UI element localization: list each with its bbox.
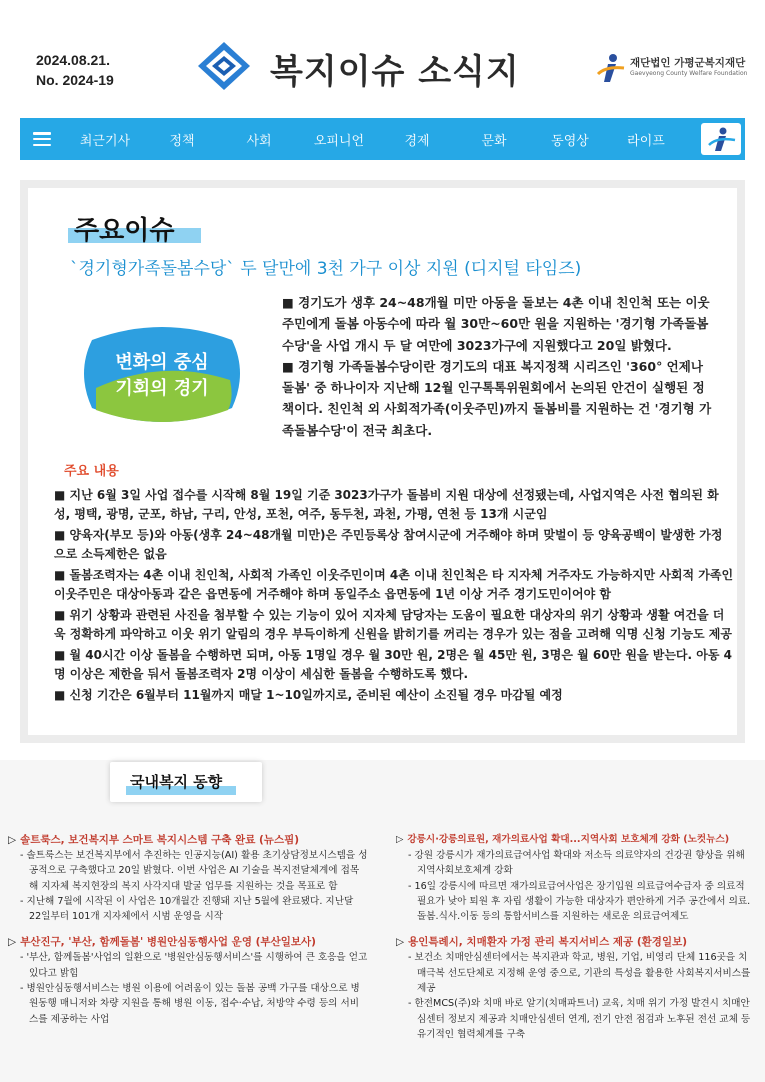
masthead: [0, 0, 765, 115]
badge-line-2: 기회의 경기: [115, 378, 209, 399]
article-body: [8, 950, 368, 1026]
newsletter-title: 복지이슈 소식지: [270, 52, 520, 92]
article: [8, 832, 368, 924]
article-title-text: 부산진구, '부산, 함께돌봄' 병원안심동행사업 운영 (부산일보사): [20, 936, 316, 949]
key-point: ■ 위기 상황과 관련된 사진을 첨부할 수 있는 기능이 있어 지자체 담당자는 도움이 필요한 대상자의 위기 상황과 생활 여건을 더욱 정확하게 파악하고 이웃 위기 알림의 경우 부득이하게 신원을 밝히기를 꺼리는 경우가 있는 점을 고려해 익명 신청 기능도 제공: [54, 608, 732, 641]
key-point: ■ 지난 6월 3일 사업 접수를 시작해 8월 19일 기준 3023가구가 돌봄비 지원 대상에 선정됐는데, 사업지역은 사전 협의된 화성, 평택, 광명, 군포, 하남, 구리, 안성, 포천, 여주, 동두천, 과천, 가평, 연천 등 13개 시군임: [54, 488, 719, 521]
key-point: ■ 돌봄조력자는 4촌 이내 친인척, 사회적 가족인 이웃주민이며 4촌 이내 친인척은 타 지자체 거주자도 가능하지만 사회적 가족인 이웃주민은 대상아동과 같은 읍면동에 거주해야 하며 동일주소 읍면동에 1년 이상 거주 경기도민이어야 함: [54, 568, 734, 601]
top-navigation: [20, 118, 745, 160]
triangle-bullet-icon: ▷: [8, 936, 17, 949]
key-point: ■ 신청 기간은 6월부터 11월까지 매달 1~10일까지로, 준비된 예산이 소진될 경우 마감될 예정: [54, 688, 563, 702]
article-title[interactable]: [8, 934, 368, 950]
article-title[interactable]: [396, 832, 756, 848]
issue-number: No. 2024-19: [36, 72, 114, 88]
key-point: ■ 월 40시간 이상 돌봄을 수행하면 되며, 아동 1명일 경우 월 30만 원, 2명은 월 45만 원, 3명은 월 60만 원을 받는다. 아동 4명 이상은 제한을 둬서 돌봄조력자 2명 이상이 세심한 돌봄을 수행하도록 했다.: [54, 648, 732, 681]
article: [8, 934, 368, 1026]
domestic-trends-section: [0, 760, 765, 1082]
nav-home-button[interactable]: [701, 123, 741, 155]
nav-item-culture[interactable]: 문화: [481, 133, 507, 149]
nav-item-video[interactable]: 동영상: [551, 133, 589, 149]
article-line: - '부산, 함께돌봄'사업의 일환으로 '병원안심동행서비스'를 시행하여 큰 호응을 얻고 있다고 밝힘: [20, 952, 368, 979]
hamburger-icon: [33, 132, 51, 146]
org-name: 재단법인 가평군복지재단: [630, 57, 746, 69]
menu-button[interactable]: [20, 118, 64, 160]
intro-paragraph: ■ 경기형 가족돌봄수당이란 경기도의 대표 복지정책 시리즈인 '360° 언제나 돌봄' 중 하나이자 지난해 12월 인구톡톡위원회에서 논의된 안건이 실행된 정책이다. 친인척 외 사회적가족(이웃주민)까지 돌봄비를 지원하는 건 '경기형 가족돌봄수당'이 전국 최초다.: [282, 358, 712, 438]
nav-item-economy[interactable]: 경제: [404, 133, 430, 149]
nav-item-opinion[interactable]: 오피니언: [313, 133, 365, 149]
article-line: - 한전MCS(주)와 치매 바로 알기(치매파트너) 교육, 치매 위기 가정 발견시 치매안심센터 정보지 제공과 치매안심센터 연계, 전기 안전 점검과 노후된 전선 교체 등 유기적인 협력체계를 구축: [408, 998, 751, 1040]
triangle-bullet-icon: ▷: [8, 834, 17, 846]
domestic-right-column: [396, 832, 756, 1052]
section-title: 주요이슈: [74, 216, 175, 246]
article-body: [8, 848, 368, 924]
intro-text: [282, 292, 712, 441]
article-title[interactable]: [8, 832, 368, 848]
domestic-left-column: [8, 832, 368, 1037]
badge-line-1: 변화의 중심: [115, 352, 209, 373]
article-body: [396, 950, 756, 1042]
article: [396, 934, 756, 1042]
intro-paragraph: ■ 경기도가 생후 24~48개월 미만 아동을 돌보는 4촌 이내 친인척 또는 이웃주민에게 돌봄 아동수에 따라 월 30만~60만 원을 지원하는 '경기형 가족돌봄수당'을 사업 개시 두 달 여만에 3023가구에 지원했다고 20일 밝혔다.: [282, 295, 710, 353]
article-line: - 지난해 7월에 시작된 이 사업은 10개월간 진행돼 지난 5월에 완료됐다. 지난달 22일부터 101개 지자체에서 시범 운영을 시작: [20, 895, 354, 923]
article: [396, 832, 756, 924]
nav-items: [64, 118, 701, 160]
article-title[interactable]: [396, 934, 756, 950]
main-issue-box: [20, 180, 745, 743]
headline[interactable]: `경기형가족돌봄수당` 두 달만에 3천 가구 이상 지원 (디지털 타임즈): [70, 259, 582, 279]
issue-info: [36, 50, 114, 90]
article-line: - 강원 강릉시가 재가의료급여사업 확대와 저소득 의료약자의 건강권 향상을 위해 지역사회보호체계 강화: [408, 850, 745, 877]
domestic-header: [110, 762, 262, 802]
article-body: [396, 848, 756, 924]
org-name-en: Gaevyeong County Welfare Foundation: [630, 70, 748, 77]
issue-date: 2024.08.21.: [36, 52, 110, 68]
article-line: - 보건소 치매안심센터에서는 복지관과 학교, 병원, 기업, 비영리 단체 116곳을 치매극복 선도단체로 지정해 운영 중으로, 기관의 특성을 활용한 사회복지서비스를 제공: [408, 952, 751, 995]
key-points-label: 주요 내용: [64, 464, 119, 479]
article-line: - 병원안심동행서비스는 병원 이용에 어려움이 있는 돌봄 공백 가구를 대상으로 병원동행 매니저와 차량 지원을 통해 병원 이동, 접수·수납, 처방약 수령 등의 서비스를 제공하는 사업: [20, 983, 360, 1025]
foundation-mark-icon: [701, 123, 741, 155]
article-title-text: 솔트룩스, 보건복지부 스마트 복지시스템 구축 완료 (뉴스핌): [20, 834, 300, 846]
article-line: - 솔트룩스는 보건복지부에서 추진하는 인공지능(AI) 활용 초기상담정보시스템을 성공적으로 구축했다고 20일 밝혔다. 이번 사업은 AI 기술을 복지전달체계에 접목해 지자체 복지현장의 복지 사각지대 발굴 업무를 지원하는 것을 목표로 함: [20, 850, 368, 892]
key-points-list: [54, 486, 734, 707]
foundation-mark-icon: [596, 52, 626, 84]
domestic-title: 국내복지 동향: [130, 773, 223, 791]
nav-item-life[interactable]: 라이프: [627, 133, 665, 149]
article-line: - 16일 강릉시에 따르면 재가의료급여사업은 장기입원 의료급여수급자 중 의료적 필요가 낮아 퇴원 후 자립 생활이 가능한 대상자가 편안하게 거주 공간에서 의료.돌봄.식사.이동 등의 통합서비스를 지원하는 새로운 의료급여제도: [408, 880, 751, 923]
nav-item-policy[interactable]: 정책: [169, 133, 195, 149]
article-title-text: 용인특례시, 치매환자 가정 관리 복지서비스 제공 (환경일보): [408, 936, 688, 949]
gyeonggi-badge: [82, 318, 242, 428]
triangle-bullet-icon: ▷: [396, 834, 404, 845]
nav-item-recent[interactable]: 최근기사: [79, 133, 131, 149]
org-logo: [596, 52, 756, 86]
newsletter-logo-icon: [196, 40, 252, 92]
triangle-bullet-icon: ▷: [396, 936, 405, 949]
key-point: ■ 양육자(부모 등)와 아동(생후 24~48개월 미만)은 주민등록상 참여시군에 거주해야 하며 맞벌이 등 양육공백이 발생한 가정으로 소득제한은 없음: [54, 528, 723, 561]
article-title-text: 강릉시·강릉의료원, 재가의료사업 확대...지역사회 보호체계 강화 (노컷뉴스): [407, 834, 730, 845]
nav-item-society[interactable]: 사회: [246, 133, 272, 149]
